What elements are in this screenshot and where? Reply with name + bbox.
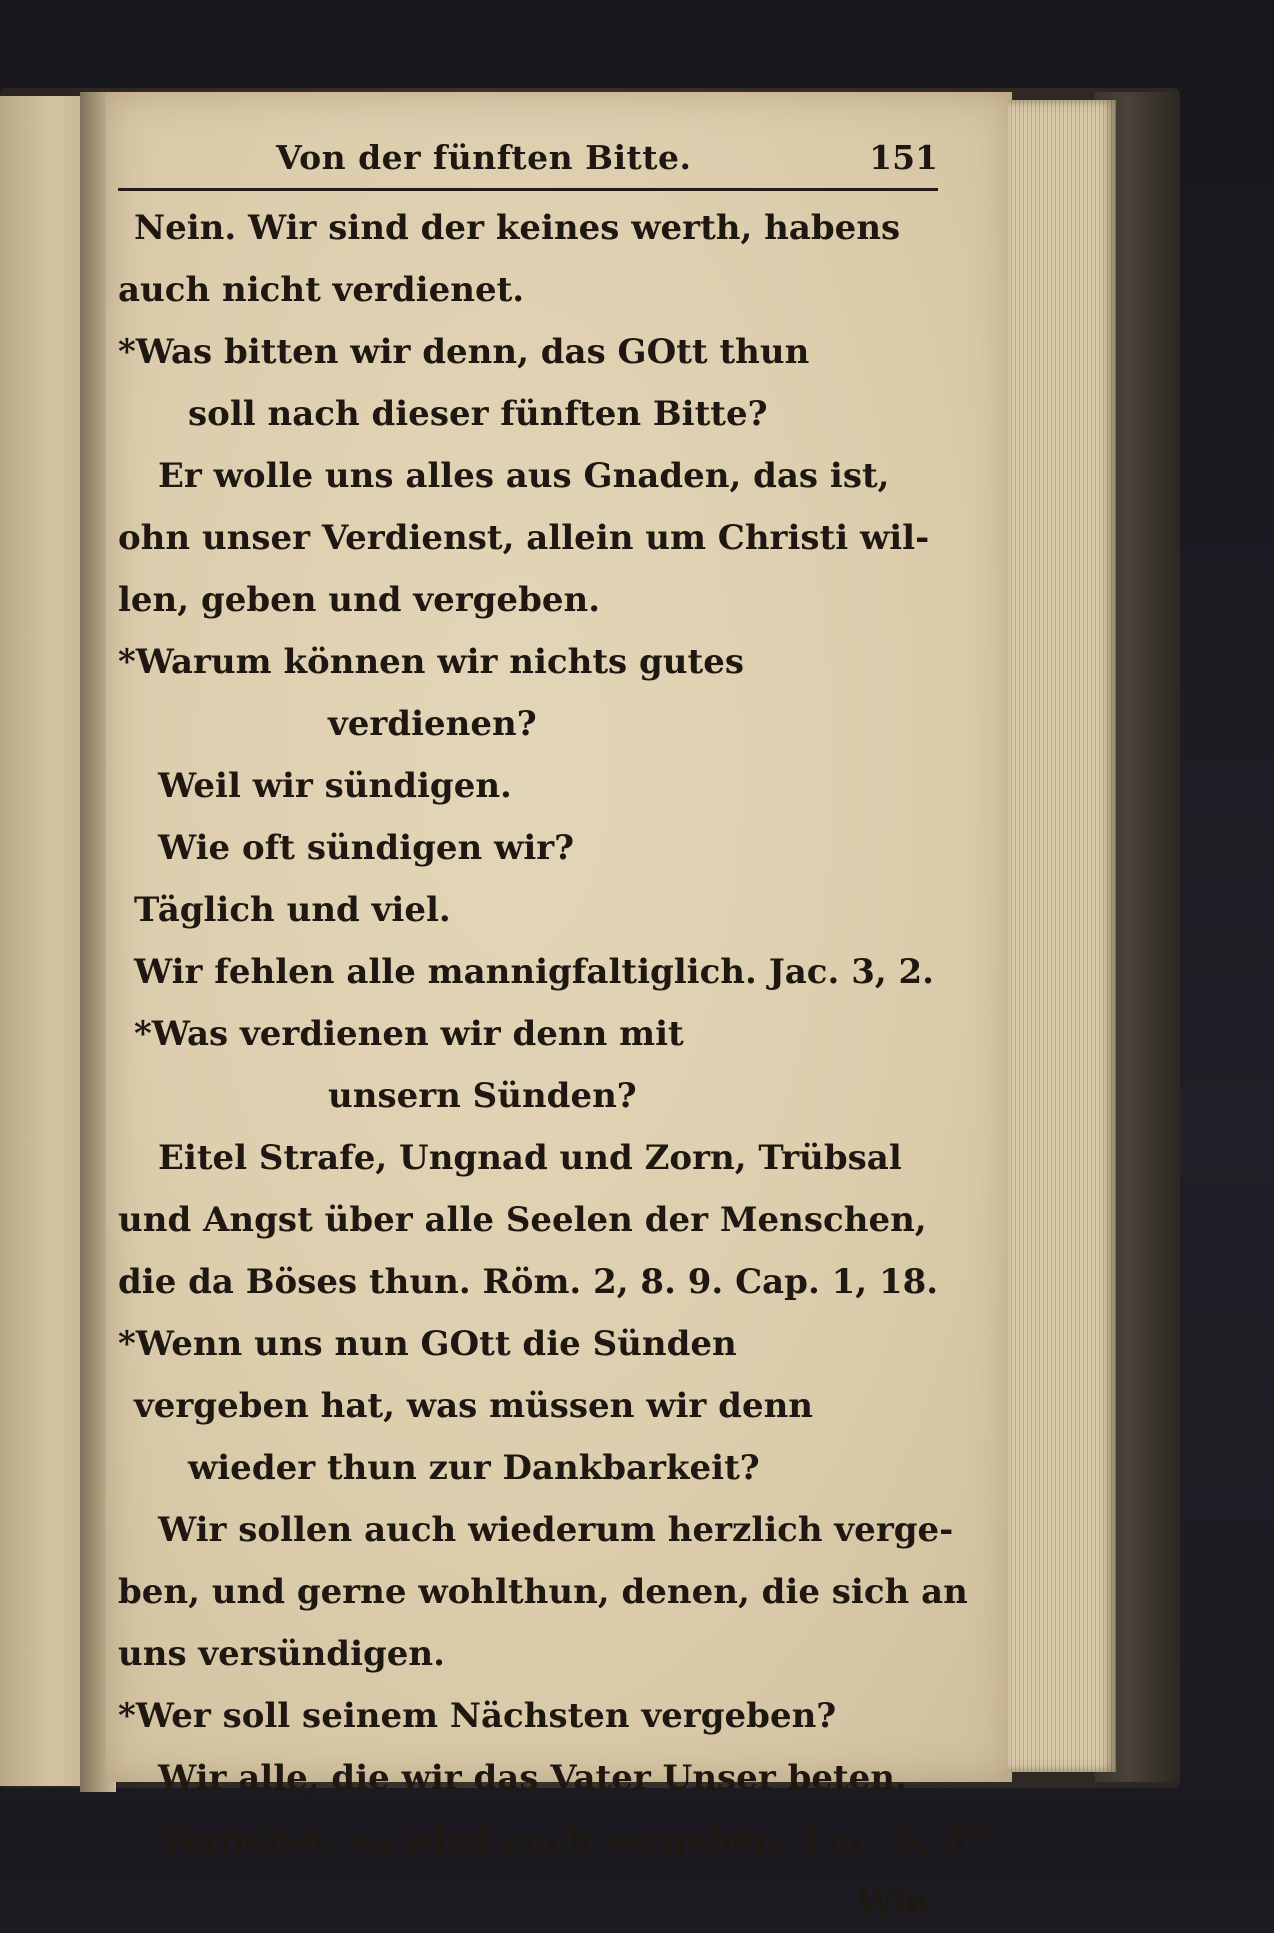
- running-title: Von der fünften Bitte.: [276, 138, 692, 177]
- text-line: Eitel Strafe, Ungnad und Zorn, Trübsal: [158, 1138, 902, 1178]
- question-line: *Wenn uns nun GOtt die Sünden: [118, 1324, 737, 1364]
- question-line: verdienen?: [328, 704, 537, 744]
- page-text: [118, 126, 1002, 1933]
- question-line: *Warum können wir nichts gutes: [118, 642, 744, 682]
- text-line: auch nicht verdienet.: [118, 270, 525, 310]
- text-line: Er wolle uns alles aus Gnaden, das ist,: [158, 456, 890, 496]
- text-line: und Angst über alle Seelen der Menschen,: [118, 1200, 927, 1240]
- text-line: ben, und gerne wohlthun, denen, die sich an: [118, 1572, 968, 1612]
- question-line: *Was bitten wir denn, das GOtt thun: [118, 332, 810, 372]
- question-line: Wie oft sündigen wir?: [158, 828, 575, 868]
- text-line: Nein. Wir sind der keines werth, habens: [134, 208, 901, 248]
- text-line: Vergebet, so wird euch vergeben. Luc. 6, 37.: [158, 1820, 1002, 1860]
- question-line: soll nach dieser fünften Bitte?: [188, 394, 768, 434]
- text-line: Wir fehlen alle mannigfaltiglich. Jac. 3, 2.: [134, 952, 935, 992]
- running-header: [118, 126, 938, 188]
- text-line: Täglich und viel.: [134, 890, 451, 930]
- question-line: wieder thun zur Dankbarkeit?: [188, 1448, 760, 1488]
- text-line: Wir sollen auch wiederum herzlich verge-: [158, 1510, 954, 1550]
- header-rule: [118, 188, 938, 191]
- text-line: len, geben und vergeben.: [118, 580, 601, 620]
- text-line: die da Böses thun. Röm. 2, 8. 9. Cap. 1, 18.: [118, 1262, 939, 1302]
- text-line: Weil wir sündigen.: [158, 766, 512, 806]
- question-line: unsern Sünden?: [328, 1076, 637, 1116]
- page-stack-edges: [1008, 100, 1116, 1772]
- text-line: uns versündigen.: [118, 1634, 445, 1674]
- question-line: vergeben hat, was müssen wir denn: [134, 1386, 814, 1426]
- left-page-edge: [0, 96, 88, 1786]
- catchword: Wie: [855, 1882, 928, 1922]
- question-line: *Wer soll seinem Nächsten vergeben?: [118, 1696, 837, 1736]
- page-number: 151: [869, 138, 938, 177]
- question-line: *Was verdienen wir denn mit: [134, 1014, 684, 1054]
- text-line: Wir alle, die wir das Vater Unser beten.: [158, 1758, 907, 1798]
- text-line: ohn unser Verdienst, allein um Christi wil-: [118, 518, 930, 558]
